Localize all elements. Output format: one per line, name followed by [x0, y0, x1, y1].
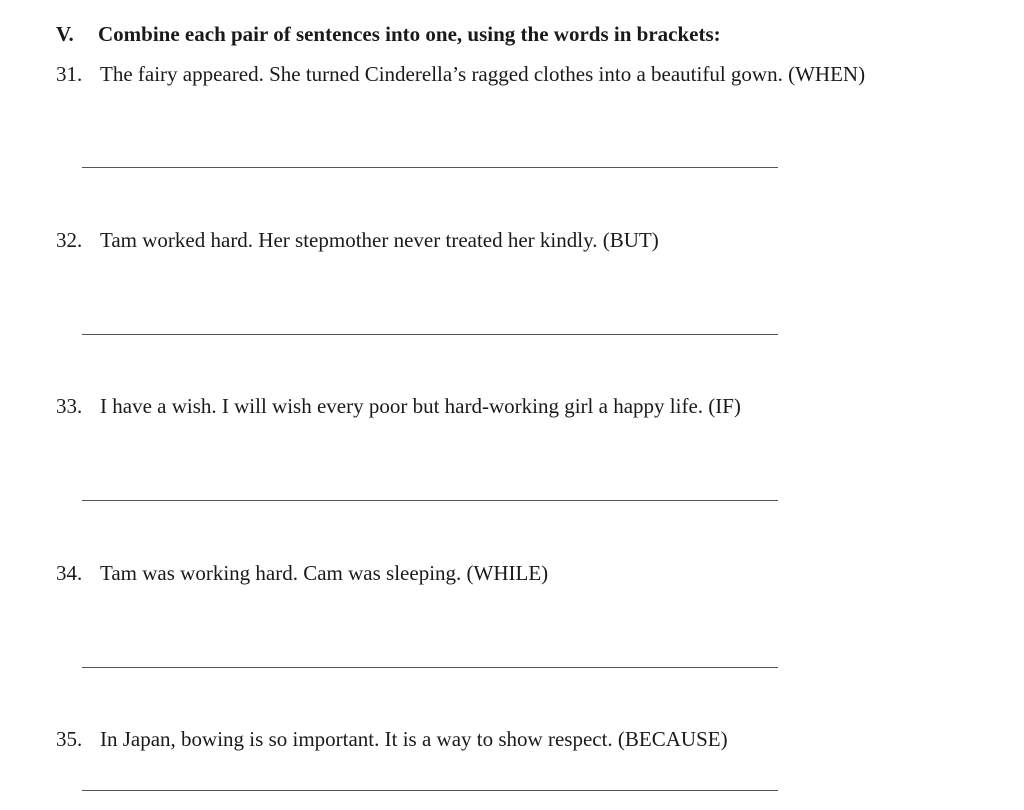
question-34 [56, 561, 548, 586]
answer-line-32[interactable] [82, 334, 778, 335]
question-text: In Japan, bowing is so important. It is a way to show respect. (BECAUSE) [100, 727, 728, 751]
question-text: I have a wish. I will wish every poor but hard-working girl a happy life. (IF) [100, 394, 741, 418]
question-text: Tam worked hard. Her stepmother never treated her kindly. (BUT) [100, 228, 659, 252]
answer-line-33[interactable] [82, 500, 778, 501]
section-numeral: V. [56, 22, 74, 46]
question-number: 35. [56, 727, 83, 751]
question-32 [56, 228, 659, 253]
section-instruction: Combine each pair of sentences into one, using the words in brackets: [98, 22, 721, 46]
answer-line-34[interactable] [82, 667, 778, 668]
question-33 [56, 394, 741, 419]
question-text: Tam was working hard. Cam was sleeping. (WHILE) [100, 561, 549, 585]
question-number: 34. [56, 561, 83, 585]
answer-line-35[interactable] [82, 790, 778, 791]
question-31 [56, 62, 865, 87]
answer-line-31[interactable] [82, 167, 778, 168]
question-number: 32. [56, 228, 83, 252]
question-text: The fairy appeared. She turned Cinderella’s ragged clothes into a beautiful gown. (WHEN) [100, 62, 866, 86]
question-number: 31. [56, 62, 83, 86]
section-heading [56, 22, 721, 47]
question-number: 33. [56, 394, 83, 418]
question-35 [56, 727, 728, 752]
